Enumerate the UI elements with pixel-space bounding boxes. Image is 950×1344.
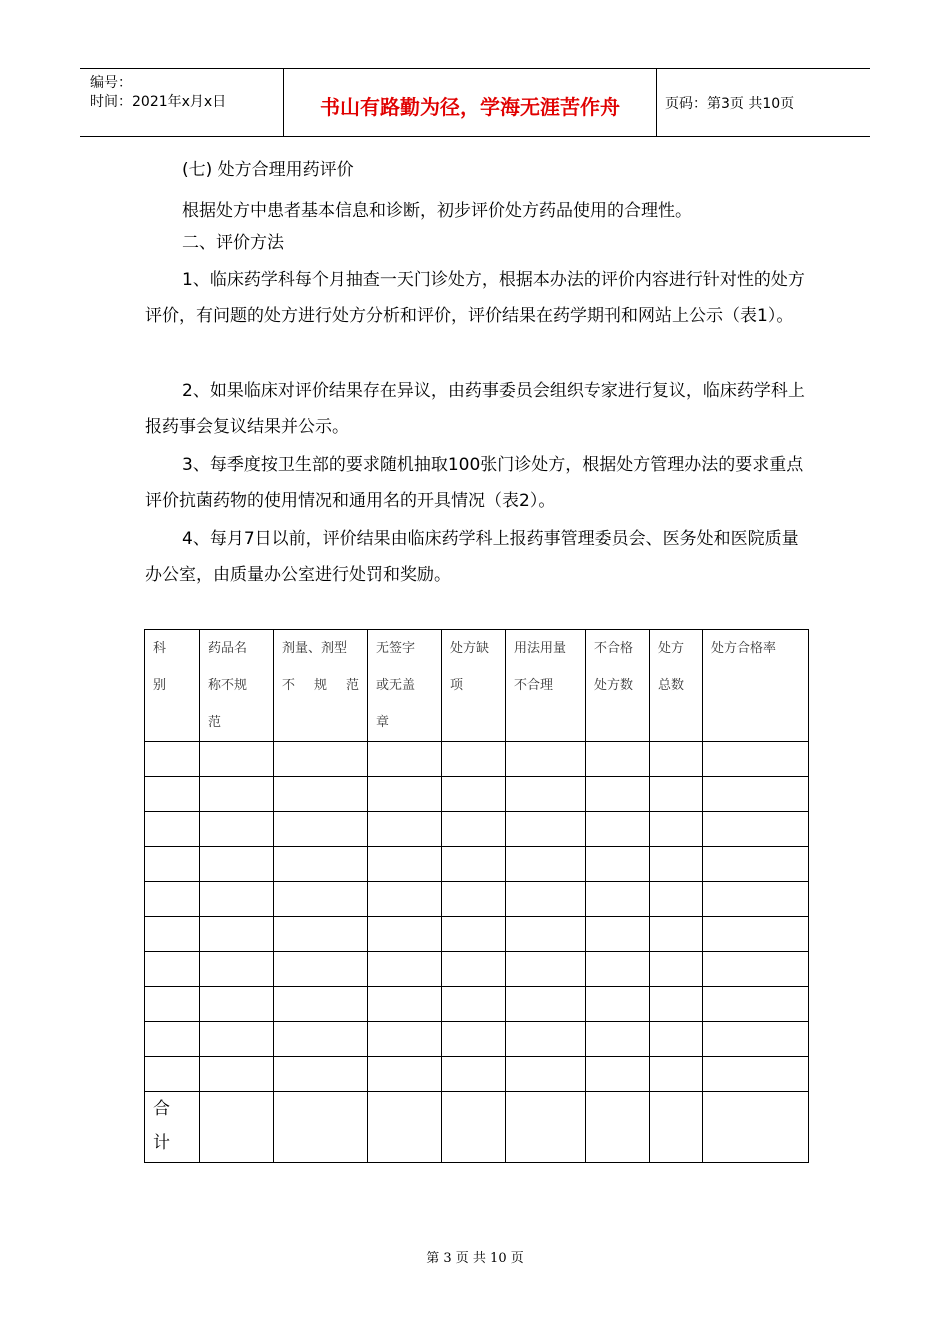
header-department: 科 别 [145,630,200,742]
table-row [145,987,809,1022]
header-meta [80,69,283,136]
document-header [80,68,870,137]
table-row [145,952,809,987]
item-2: 2、如果临床对评价结果存在异议，由药事委员会组织专家进行复议，临床药学科上报药事会复议结果并公示。 [145,381,805,437]
table-row [145,742,809,777]
evaluation-table [144,629,809,1163]
table-row [145,1022,809,1057]
date-label: 时间：2021年x月x日 [90,94,227,110]
page-footer: 第 3 页 共 10 页 [426,1251,524,1266]
motto-text: 书山有路勤为径，学海无涯苦作舟 [320,95,620,119]
table-row [145,847,809,882]
table-row [145,917,809,952]
header-dose-form-nonstandard: 剂量、剂型 不 规 范 [274,630,368,742]
header-usage-unreasonable: 用法用量 不合理 [506,630,586,742]
table-row [145,882,809,917]
section-title: (七) 处方合理用药评价 [182,160,354,180]
header-unqualified-count: 不合格 处方数 [586,630,650,742]
table-row [145,1057,809,1092]
header-no-signature: 无签字 或无盖 章 [368,630,442,742]
table-total-row [145,1092,809,1163]
header-total-count: 处方 总数 [650,630,703,742]
table-row [145,777,809,812]
header-qualified-rate: 处方合格率 [703,630,809,742]
header-motto-cell [283,69,657,136]
item-3: 3、每季度按卫生部的要求随机抽取100张门诊处方，根据处方管理办法的要求重点评价抗菌药物的使用情况和通用名的开具情况（表2）。 [145,455,804,511]
paragraph-1: 根据处方中患者基本信息和诊断，初步评价处方药品使用的合理性。 [182,201,692,221]
header-drug-name-nonstandard: 药品名 称不规 范 [200,630,274,742]
heading-evaluation-method: 二、评价方法 [182,233,284,253]
header-missing-items: 处方缺 项 [442,630,506,742]
number-label: 编号： [90,75,132,91]
total-label: 合 计 [145,1092,200,1163]
item-4: 4、每月7日以前，评价结果由临床药学科上报药事管理委员会、医务处和医院质量办公室，由质量办公室进行处罚和奖励。 [145,529,799,585]
table-header-row [145,630,809,742]
item-1: 1、临床药学科每个月抽查一天门诊处方，根据本办法的评价内容进行针对性的处方评价，有问题的处方进行处方分析和评价，评价结果在药学期刊和网站上公示（表1）。 [145,270,805,326]
header-page-info: 页码：第3页 共10页 [665,96,795,112]
table-row [145,812,809,847]
